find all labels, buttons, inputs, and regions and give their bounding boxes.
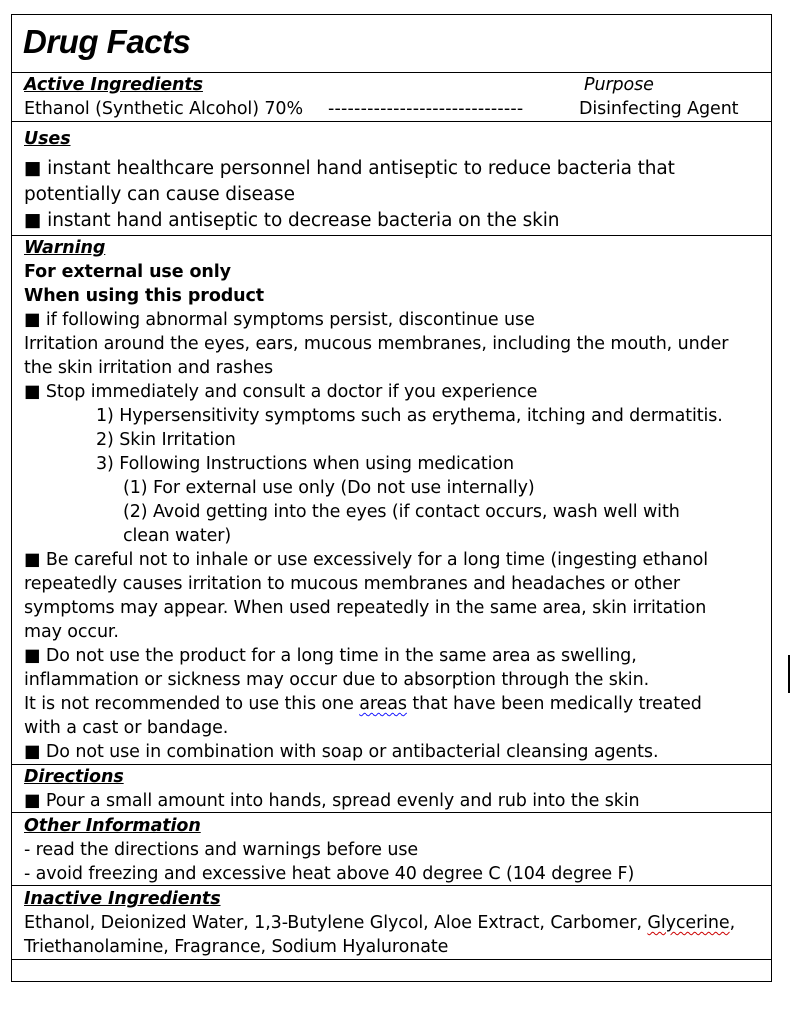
warning-line: ■ Do not use in combination with soap or antibacterial cleansing agents. [24, 742, 659, 762]
uses-heading: Uses [24, 129, 71, 149]
uses-line: ■ instant healthcare personnel hand antiseptic to reduce bacteria that [24, 158, 675, 179]
warning-line: ■ Be careful not to inhale or use excessively for a long time (ingesting ethanol [24, 550, 708, 570]
other-information-heading: Other Information [24, 816, 201, 836]
purpose-value: Disinfecting Agent [579, 99, 739, 119]
divider-inactive [12, 959, 771, 960]
warning-line: may occur. [24, 622, 119, 642]
active-ingredient: Ethanol (Synthetic Alcohol) 70% [24, 99, 303, 119]
warning-line: inflammation or sickness may occur due to absorption through the skin. [24, 670, 650, 690]
inactive-text: Ethanol, Deionized Water, 1,3-Butylene Glycol, Aloe Extract, Carbomer, [24, 913, 648, 933]
divider-warning [12, 764, 771, 765]
warning-line [24, 692, 702, 716]
warning-sub-item: 1) Hypersensitivity symptoms such as erythema, itching and dermatitis. [96, 406, 723, 426]
when-using-heading: When using this product [24, 286, 265, 306]
uses-line: potentially can cause disease [24, 184, 295, 205]
purpose-heading: Purpose [584, 75, 654, 95]
grammar-flagged-word[interactable]: areas [359, 694, 407, 714]
warning-line: the skin irritation and rashes [24, 358, 274, 378]
page-title: Drug Facts [23, 23, 191, 60]
warning-sub-sub-item: clean water) [123, 526, 232, 546]
text-cursor [788, 655, 790, 693]
warning-sub-sub-item: (2) Avoid getting into the eyes (if contact occurs, wash well with [123, 502, 680, 522]
leader-dashes: ------------------------------ [328, 99, 524, 119]
inactive-ingredients-heading: Inactive Ingredients [24, 889, 221, 909]
divider-active [12, 121, 771, 122]
divider-uses [12, 235, 771, 236]
directions-heading: Directions [24, 767, 124, 787]
warning-text: It is not recommended to use this one [24, 694, 360, 714]
warning-heading: Warning [24, 238, 106, 258]
active-ingredients-heading: Active Ingredients [24, 75, 203, 95]
warning-line: ■ if following abnormal symptoms persist, discontinue use [24, 310, 535, 330]
warning-line: Irritation around the eyes, ears, mucous membranes, including the mouth, under [24, 334, 729, 354]
warning-line: repeatedly causes irritation to mucous membranes and headaches or other [24, 574, 681, 594]
warning-sub-sub-item: (1) For external use only (Do not use internally) [123, 478, 535, 498]
warning-line: with a cast or bandage. [24, 718, 229, 738]
warning-sub-item: 3) Following Instructions when using medication [96, 454, 514, 474]
inactive-ingredients-line [24, 911, 735, 935]
other-info-line: - avoid freezing and excessive heat above 40 degree C (104 degree F) [24, 864, 635, 884]
directions-line: ■ Pour a small amount into hands, spread evenly and rub into the skin [24, 791, 640, 811]
inactive-text: , [729, 913, 736, 933]
uses-line: ■ instant hand antiseptic to decrease bacteria on the skin [24, 210, 560, 231]
warning-line: ■ Stop immediately and consult a doctor if you experience [24, 382, 538, 402]
warning-line: ■ Do not use the product for a long time in the same area as swelling, [24, 646, 637, 666]
warning-sub-item: 2) Skin Irritation [96, 430, 236, 450]
spelling-flagged-word[interactable]: Glycerine [647, 913, 730, 933]
inactive-ingredients-line: Triethanolamine, Fragrance, Sodium Hyaluronate [24, 937, 449, 957]
other-info-line: - read the directions and warnings before use [24, 840, 419, 860]
warning-line: symptoms may appear. When used repeatedly in the same area, skin irritation [24, 598, 707, 618]
external-use-notice: For external use only [24, 262, 231, 282]
warning-text: that have been medically treated [406, 694, 702, 714]
